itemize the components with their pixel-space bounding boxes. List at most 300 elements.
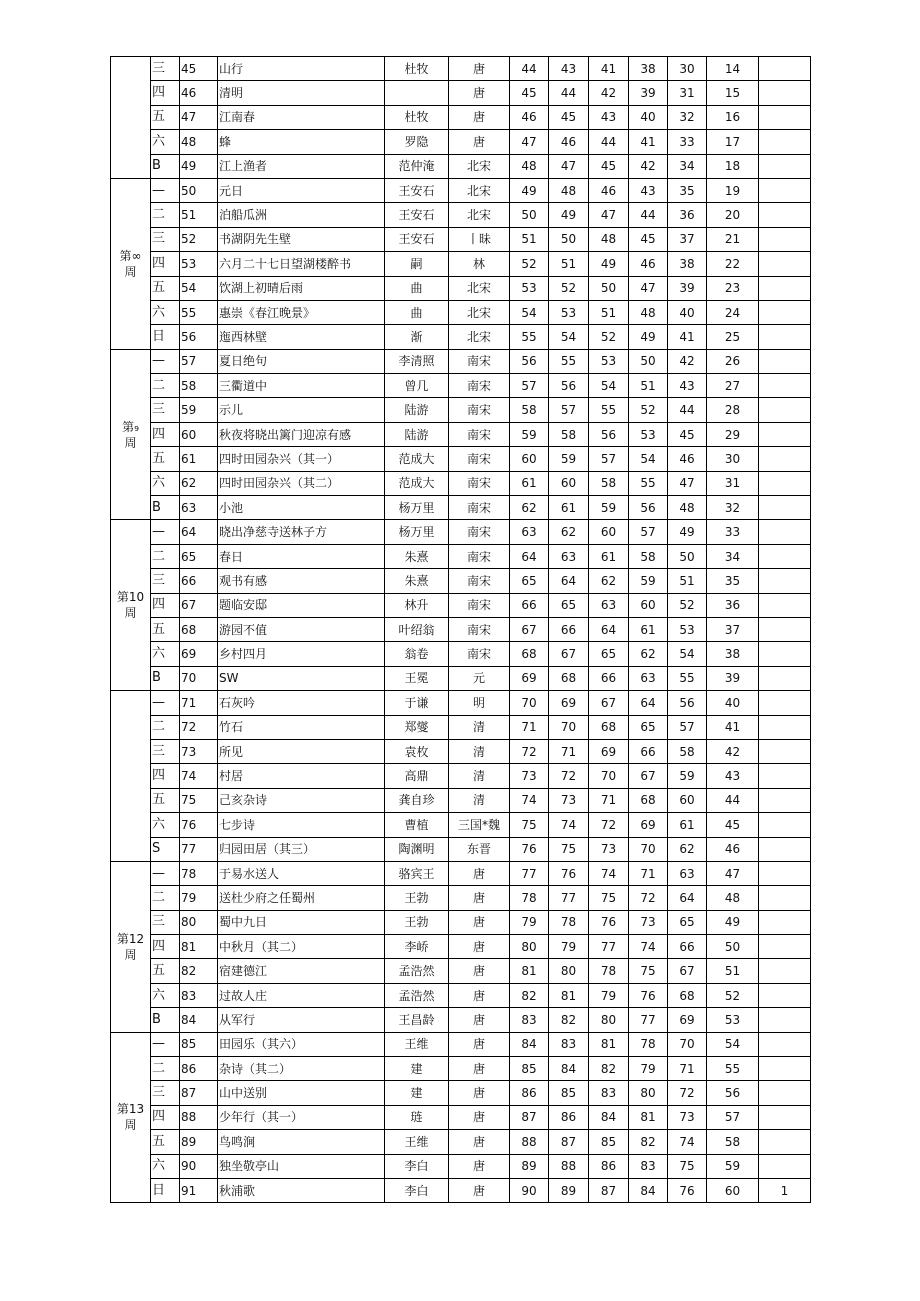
review-day-cell: 65: [629, 715, 668, 739]
review-day-cell: 52: [549, 276, 589, 300]
review-day-cell: 60: [707, 1178, 759, 1202]
poem-dynasty-cell: 北宋: [449, 325, 510, 349]
review-day-cell: 56: [589, 422, 629, 446]
poem-author-cell: 曹植: [385, 813, 449, 837]
review-day-cell: 48: [510, 154, 549, 178]
week-label-top: 第13: [116, 1102, 145, 1117]
review-day-cell: 60: [549, 471, 589, 495]
poem-title-cell: 四时田园杂兴（其二）: [218, 471, 385, 495]
poem-author-cell: 郑燮: [385, 715, 449, 739]
poem-author-cell: 于谦: [385, 691, 449, 715]
note-cell: [759, 983, 811, 1007]
review-day-cell: 57: [589, 447, 629, 471]
review-day-cell: 74: [510, 788, 549, 812]
review-day-cell: 69: [668, 1008, 707, 1032]
poem-number-cell: 67: [180, 593, 218, 617]
week-label-bottom: 周: [124, 264, 137, 279]
review-day-cell: 45: [707, 813, 759, 837]
review-day-cell: 65: [668, 910, 707, 934]
review-day-cell: 76: [668, 1178, 707, 1202]
note-cell: [759, 544, 811, 568]
poem-dynasty-cell: 三国*魏: [449, 813, 510, 837]
review-day-cell: 46: [549, 130, 589, 154]
note-cell: [759, 1105, 811, 1129]
poem-number-cell: 70: [180, 666, 218, 690]
schedule-row: [111, 227, 811, 251]
schedule-row: [111, 1154, 811, 1178]
review-day-cell: 59: [549, 447, 589, 471]
review-day-cell: 84: [629, 1178, 668, 1202]
poem-author-cell: 范成大: [385, 471, 449, 495]
review-day-cell: 54: [668, 642, 707, 666]
poem-author-cell: 陆游: [385, 422, 449, 446]
poem-dynasty-cell: 南宋: [449, 520, 510, 544]
schedule-row: [111, 105, 811, 129]
review-day-cell: 73: [589, 837, 629, 861]
review-day-cell: 82: [510, 983, 549, 1007]
review-day-cell: 83: [629, 1154, 668, 1178]
poem-dynasty-cell: 唐: [449, 1032, 510, 1056]
review-day-cell: 38: [629, 57, 668, 81]
review-day-cell: 45: [668, 422, 707, 446]
schedule-row: [111, 300, 811, 324]
note-cell: [759, 1057, 811, 1081]
day-cell: 日: [151, 1178, 180, 1202]
review-day-cell: 53: [589, 349, 629, 373]
poem-number-cell: 83: [180, 983, 218, 1007]
review-day-cell: 76: [510, 837, 549, 861]
poem-number-cell: 48: [180, 130, 218, 154]
schedule-row: [111, 398, 811, 422]
review-day-cell: 62: [668, 837, 707, 861]
day-cell: 四: [151, 422, 180, 446]
poem-author-cell: 王勃: [385, 910, 449, 934]
poem-author-cell: 曾几: [385, 374, 449, 398]
schedule-row: [111, 1105, 811, 1129]
schedule-row: [111, 325, 811, 349]
review-day-cell: 47: [549, 154, 589, 178]
day-cell: —: [151, 349, 180, 373]
day-cell: —: [151, 1032, 180, 1056]
review-day-cell: 76: [629, 983, 668, 1007]
day-cell: —: [151, 178, 180, 202]
review-day-cell: 42: [629, 154, 668, 178]
review-day-cell: 58: [510, 398, 549, 422]
review-day-cell: 55: [549, 349, 589, 373]
review-day-cell: 77: [629, 1008, 668, 1032]
note-cell: [759, 569, 811, 593]
poem-author-cell: 渐: [385, 325, 449, 349]
review-day-cell: 51: [629, 374, 668, 398]
review-day-cell: 55: [629, 471, 668, 495]
poem-author-cell: 李白: [385, 1178, 449, 1202]
review-day-cell: 50: [549, 227, 589, 251]
day-cell: 三: [151, 569, 180, 593]
review-day-cell: 72: [549, 764, 589, 788]
note-cell: [759, 154, 811, 178]
poem-author-cell: 杨万里: [385, 496, 449, 520]
day-cell: 五: [151, 447, 180, 471]
day-cell: 二: [151, 374, 180, 398]
day-cell: 六: [151, 1154, 180, 1178]
review-day-cell: 75: [549, 837, 589, 861]
review-day-cell: 60: [510, 447, 549, 471]
poem-title-cell: 江上渔者: [218, 154, 385, 178]
day-cell: B: [151, 496, 180, 520]
review-day-cell: 55: [510, 325, 549, 349]
poem-number-cell: 56: [180, 325, 218, 349]
poem-title-cell: 秋浦歌: [218, 1178, 385, 1202]
note-cell: [759, 935, 811, 959]
review-day-cell: 78: [510, 886, 549, 910]
schedule-row: [111, 1032, 811, 1056]
review-day-cell: 30: [668, 57, 707, 81]
review-day-cell: 69: [549, 691, 589, 715]
poem-author-cell: 王勃: [385, 886, 449, 910]
review-day-cell: 38: [668, 252, 707, 276]
note-cell: [759, 276, 811, 300]
poem-number-cell: 66: [180, 569, 218, 593]
day-cell: B: [151, 1008, 180, 1032]
review-day-cell: 53: [668, 617, 707, 641]
poem-author-cell: 王昌龄: [385, 1008, 449, 1032]
note-cell: [759, 910, 811, 934]
poem-title-cell: 小池: [218, 496, 385, 520]
day-cell: 五: [151, 959, 180, 983]
day-cell: —: [151, 520, 180, 544]
review-day-cell: 56: [549, 374, 589, 398]
schedule-row: [111, 593, 811, 617]
review-day-cell: 47: [668, 471, 707, 495]
schedule-row: [111, 813, 811, 837]
review-day-cell: 24: [707, 300, 759, 324]
note-cell: [759, 203, 811, 227]
schedule-row: [111, 1178, 811, 1202]
review-day-cell: 68: [589, 715, 629, 739]
review-day-cell: 81: [510, 959, 549, 983]
review-day-cell: 67: [589, 691, 629, 715]
review-day-cell: 66: [510, 593, 549, 617]
review-day-cell: 31: [668, 81, 707, 105]
review-day-cell: 36: [707, 593, 759, 617]
review-day-cell: 49: [668, 520, 707, 544]
note-cell: [759, 764, 811, 788]
poem-author-cell: 曲: [385, 300, 449, 324]
poem-author-cell: 李清照: [385, 349, 449, 373]
note-cell: [759, 471, 811, 495]
poem-number-cell: 65: [180, 544, 218, 568]
review-day-cell: 54: [589, 374, 629, 398]
review-day-cell: 25: [707, 325, 759, 349]
review-day-cell: 74: [589, 861, 629, 885]
poem-title-cell: 中秋月（其二）: [218, 935, 385, 959]
poem-number-cell: 85: [180, 1032, 218, 1056]
review-day-cell: 28: [707, 398, 759, 422]
schedule-row: [111, 983, 811, 1007]
poem-author-cell: 龚自珍: [385, 788, 449, 812]
review-day-cell: 66: [668, 935, 707, 959]
day-cell: 五: [151, 1130, 180, 1154]
poem-number-cell: 75: [180, 788, 218, 812]
poem-number-cell: 73: [180, 739, 218, 763]
poem-title-cell: 蜀中九日: [218, 910, 385, 934]
review-day-cell: 71: [549, 739, 589, 763]
poem-number-cell: 78: [180, 861, 218, 885]
review-day-cell: 68: [510, 642, 549, 666]
poem-title-cell: 石灰吟: [218, 691, 385, 715]
poem-title-cell: 泊船瓜洲: [218, 203, 385, 227]
review-day-cell: 90: [510, 1178, 549, 1202]
review-day-cell: 58: [589, 471, 629, 495]
review-day-cell: 42: [707, 739, 759, 763]
review-day-cell: 45: [510, 81, 549, 105]
schedule-row: [111, 959, 811, 983]
review-day-cell: 66: [589, 666, 629, 690]
review-day-cell: 81: [629, 1105, 668, 1129]
note-cell: [759, 398, 811, 422]
review-day-cell: 61: [589, 544, 629, 568]
day-cell: 四: [151, 593, 180, 617]
review-day-cell: 59: [629, 569, 668, 593]
poem-dynasty-cell: 唐: [449, 1057, 510, 1081]
review-day-cell: 63: [629, 666, 668, 690]
week-label-cell: [111, 520, 151, 691]
review-day-cell: 39: [668, 276, 707, 300]
review-day-cell: 49: [629, 325, 668, 349]
poem-title-cell: 宿建德江: [218, 959, 385, 983]
poem-dynasty-cell: 东晋: [449, 837, 510, 861]
review-day-cell: 19: [707, 178, 759, 202]
review-day-cell: 80: [629, 1081, 668, 1105]
poem-dynasty-cell: 唐: [449, 910, 510, 934]
review-day-cell: 42: [589, 81, 629, 105]
poem-author-cell: 杜牧: [385, 57, 449, 81]
day-cell: 四: [151, 1105, 180, 1129]
poem-number-cell: 52: [180, 227, 218, 251]
poem-author-cell: 陆游: [385, 398, 449, 422]
week-label-cell: [111, 57, 151, 179]
review-day-cell: 29: [707, 422, 759, 446]
poem-title-cell: 杂诗（其二）: [218, 1057, 385, 1081]
review-day-cell: 56: [668, 691, 707, 715]
poem-dynasty-cell: 北宋: [449, 276, 510, 300]
schedule-row: [111, 422, 811, 446]
review-day-cell: 86: [510, 1081, 549, 1105]
schedule-row: [111, 910, 811, 934]
review-day-cell: 44: [629, 203, 668, 227]
review-day-cell: 50: [510, 203, 549, 227]
week-label-bottom: 周: [124, 947, 137, 962]
week-label-cell: [111, 861, 151, 1032]
day-cell: 六: [151, 130, 180, 154]
poem-number-cell: 90: [180, 1154, 218, 1178]
review-day-cell: 83: [510, 1008, 549, 1032]
poem-number-cell: 84: [180, 1008, 218, 1032]
poem-title-cell: 题临安邸: [218, 593, 385, 617]
review-day-cell: 70: [510, 691, 549, 715]
review-day-cell: 51: [549, 252, 589, 276]
review-day-cell: 67: [549, 642, 589, 666]
review-day-cell: 30: [707, 447, 759, 471]
day-cell: 六: [151, 983, 180, 1007]
review-day-cell: 36: [668, 203, 707, 227]
review-day-cell: 65: [549, 593, 589, 617]
review-day-cell: 84: [589, 1105, 629, 1129]
note-cell: [759, 252, 811, 276]
review-day-cell: 82: [549, 1008, 589, 1032]
poem-author-cell: 范成大: [385, 447, 449, 471]
poem-dynasty-cell: 林: [449, 252, 510, 276]
schedule-row: [111, 252, 811, 276]
review-day-cell: 64: [549, 569, 589, 593]
review-day-cell: 47: [510, 130, 549, 154]
note-cell: [759, 861, 811, 885]
review-day-cell: 80: [510, 935, 549, 959]
review-day-cell: 71: [629, 861, 668, 885]
schedule-row: [111, 886, 811, 910]
review-day-cell: 45: [589, 154, 629, 178]
poem-author-cell: 杨万里: [385, 520, 449, 544]
note-cell: [759, 325, 811, 349]
review-day-cell: 32: [668, 105, 707, 129]
review-day-cell: 52: [668, 593, 707, 617]
poem-title-cell: 游园不值: [218, 617, 385, 641]
review-day-cell: 43: [668, 374, 707, 398]
poem-dynasty-cell: 唐: [449, 105, 510, 129]
schedule-row: [111, 935, 811, 959]
review-day-cell: 75: [510, 813, 549, 837]
poem-title-cell: 鸟鸣涧: [218, 1130, 385, 1154]
review-day-cell: 79: [549, 935, 589, 959]
poem-author-cell: 罗隐: [385, 130, 449, 154]
review-day-cell: 45: [629, 227, 668, 251]
note-cell: [759, 1154, 811, 1178]
day-cell: 六: [151, 300, 180, 324]
review-day-cell: 61: [668, 813, 707, 837]
review-day-cell: 75: [629, 959, 668, 983]
poem-author-cell: 建: [385, 1081, 449, 1105]
poem-dynasty-cell: 元: [449, 666, 510, 690]
day-cell: 六: [151, 813, 180, 837]
poem-dynasty-cell: 唐: [449, 1105, 510, 1129]
poem-title-cell: 七步诗: [218, 813, 385, 837]
poem-number-cell: 79: [180, 886, 218, 910]
review-day-cell: 44: [510, 57, 549, 81]
poem-title-cell: 少年行（其一）: [218, 1105, 385, 1129]
review-day-cell: 50: [589, 276, 629, 300]
review-day-cell: 68: [668, 983, 707, 1007]
schedule-row: [111, 715, 811, 739]
day-cell: 五: [151, 788, 180, 812]
review-day-cell: 63: [510, 520, 549, 544]
poem-dynasty-cell: 南宋: [449, 422, 510, 446]
poem-dynasty-cell: 南宋: [449, 349, 510, 373]
poem-author-cell: 王维: [385, 1032, 449, 1056]
note-cell: [759, 959, 811, 983]
review-day-cell: 73: [549, 788, 589, 812]
poem-dynasty-cell: 唐: [449, 1008, 510, 1032]
poem-title-cell: 归园田居（其三）: [218, 837, 385, 861]
poem-number-cell: 72: [180, 715, 218, 739]
review-day-cell: 37: [668, 227, 707, 251]
poem-number-cell: 87: [180, 1081, 218, 1105]
poem-title-cell: 所见: [218, 739, 385, 763]
poem-number-cell: 55: [180, 300, 218, 324]
poem-number-cell: 88: [180, 1105, 218, 1129]
review-day-cell: 20: [707, 203, 759, 227]
day-cell: 四: [151, 935, 180, 959]
schedule-row: [111, 544, 811, 568]
note-cell: [759, 178, 811, 202]
review-day-cell: 35: [668, 178, 707, 202]
schedule-row: [111, 617, 811, 641]
poem-title-cell: 己亥杂诗: [218, 788, 385, 812]
note-cell: [759, 715, 811, 739]
review-day-cell: 58: [707, 1130, 759, 1154]
review-day-cell: 74: [668, 1130, 707, 1154]
review-day-cell: 15: [707, 81, 759, 105]
poem-title-cell: 蜂: [218, 130, 385, 154]
day-cell: 六: [151, 471, 180, 495]
review-day-cell: 82: [589, 1057, 629, 1081]
day-cell: 五: [151, 105, 180, 129]
review-day-cell: 44: [668, 398, 707, 422]
poem-author-cell: 王安石: [385, 227, 449, 251]
review-day-cell: 76: [589, 910, 629, 934]
review-day-cell: 48: [589, 227, 629, 251]
poem-title-cell: 夏日绝句: [218, 349, 385, 373]
note-cell: [759, 1081, 811, 1105]
schedule-row: [111, 447, 811, 471]
review-day-cell: 69: [629, 813, 668, 837]
poem-number-cell: 80: [180, 910, 218, 934]
review-day-cell: 68: [549, 666, 589, 690]
review-day-cell: 53: [510, 276, 549, 300]
poem-title-cell: 书湖阴先生壁: [218, 227, 385, 251]
day-cell: —: [151, 861, 180, 885]
poem-author-cell: 孟浩然: [385, 959, 449, 983]
review-day-cell: 71: [668, 1057, 707, 1081]
schedule-row: [111, 666, 811, 690]
poem-number-cell: 60: [180, 422, 218, 446]
review-day-cell: 59: [707, 1154, 759, 1178]
review-day-cell: 67: [510, 617, 549, 641]
poem-number-cell: 89: [180, 1130, 218, 1154]
review-day-cell: 78: [549, 910, 589, 934]
poem-title-cell: 过故人庄: [218, 983, 385, 1007]
poem-schedule-sheet: [110, 56, 810, 1203]
review-day-cell: 59: [510, 422, 549, 446]
review-day-cell: 88: [549, 1154, 589, 1178]
poem-dynasty-cell: 丨昧: [449, 227, 510, 251]
poem-number-cell: 58: [180, 374, 218, 398]
poem-author-cell: 高鼎: [385, 764, 449, 788]
note-cell: [759, 593, 811, 617]
poem-dynasty-cell: 南宋: [449, 544, 510, 568]
poem-dynasty-cell: 唐: [449, 886, 510, 910]
day-cell: 五: [151, 276, 180, 300]
poem-number-cell: 91: [180, 1178, 218, 1202]
poem-number-cell: 50: [180, 178, 218, 202]
day-cell: 四: [151, 764, 180, 788]
poem-number-cell: 49: [180, 154, 218, 178]
review-day-cell: 62: [589, 569, 629, 593]
poem-title-cell: 山中送别: [218, 1081, 385, 1105]
review-day-cell: 58: [668, 739, 707, 763]
day-cell: S: [151, 837, 180, 861]
review-day-cell: 77: [510, 861, 549, 885]
review-day-cell: 49: [707, 910, 759, 934]
